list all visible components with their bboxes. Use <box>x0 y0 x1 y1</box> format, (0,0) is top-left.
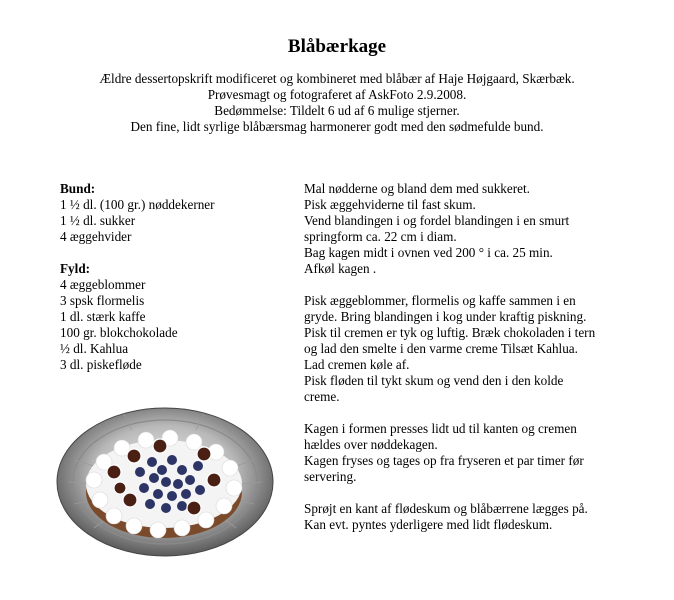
intro-block <box>0 71 674 135</box>
bund-heading: Bund: <box>60 181 96 196</box>
step-line: Pisk fløden til tykt skum og vend den i den kolde <box>304 373 564 388</box>
step-line: Pisk til cremen er tyk og luftig. Bræk chokoladen i tern <box>304 325 596 340</box>
step-line: Pisk æggeblommer, flormelis og kaffe sammen i en <box>304 293 576 308</box>
step-line: springform ca. 22 cm i diam. <box>304 229 457 244</box>
intro-line: Ældre dessertopskrift modificeret og kombineret med blåbær af Haje Højgaard, Skærbæk. <box>99 71 575 86</box>
step-line: Bag kagen midt i ovnen ved 200 ° i ca. 25 min. <box>304 245 553 260</box>
ingredient-item: 4 æggeblommer <box>60 277 146 292</box>
step-line: Lad cremen køle af. <box>304 357 410 372</box>
ingredient-item: 1 dl. stærk kaffe <box>60 309 146 324</box>
intro-line: Prøvesmagt og fotograferet af AskFoto 2.9.2008. <box>207 87 467 102</box>
ingredient-item: 3 spsk flormelis <box>60 293 145 308</box>
ingredient-item: 4 æggehvider <box>60 229 132 244</box>
step-line: Kan evt. pyntes yderligere med lidt flødeskum. <box>304 517 553 532</box>
ingredient-item: ½ dl. Kahlua <box>60 341 129 356</box>
step-line: Mal nødderne og bland dem med sukkeret. <box>304 181 530 196</box>
step-line: servering. <box>304 469 357 484</box>
step-line: Pisk æggehviderne til fast skum. <box>304 197 476 212</box>
step-line: Kagen i formen presses lidt ud til kanten og cremen <box>304 421 577 436</box>
ingredients-column <box>60 181 215 373</box>
ingredient-item: 1 ½ dl. sukker <box>60 213 136 228</box>
step-line: gryde. Bring blandingen i kog under kraftig piskning. <box>304 309 587 324</box>
ingredient-item: 100 gr. blokchokolade <box>60 325 178 340</box>
instructions-column <box>304 181 634 533</box>
fyld-heading: Fyld: <box>60 261 91 276</box>
ingredient-item: 1 ½ dl. (100 gr.) nøddekerner <box>60 197 215 212</box>
step-line: Kagen fryses og tages op fra fryseren et par timer før <box>304 453 584 468</box>
intro-line: Bedømmelse: Tildelt 6 ud af 6 mulige stjerner. <box>214 103 460 118</box>
step-line: creme. <box>304 389 340 404</box>
step-line: Sprøjt en kant af flødeskum og blåbærrene lægges på. <box>304 501 588 516</box>
cake-photo <box>54 400 276 560</box>
step-line: og lad den smelte i den varme creme Tilsæt Kahlua. <box>304 341 578 356</box>
step-line: Afkøl kagen . <box>304 261 377 276</box>
recipe-title: Blåbærkage <box>287 36 387 57</box>
ingredient-item: 3 dl. piskefløde <box>60 357 142 372</box>
intro-line: Den fine, lidt syrlige blåbærsmag harmonerer godt med den sødmefulde bund. <box>130 119 544 134</box>
step-line: Vend blandingen i og fordel blandingen i en smurt <box>304 213 570 228</box>
step-line: hældes over nøddekagen. <box>304 437 438 452</box>
